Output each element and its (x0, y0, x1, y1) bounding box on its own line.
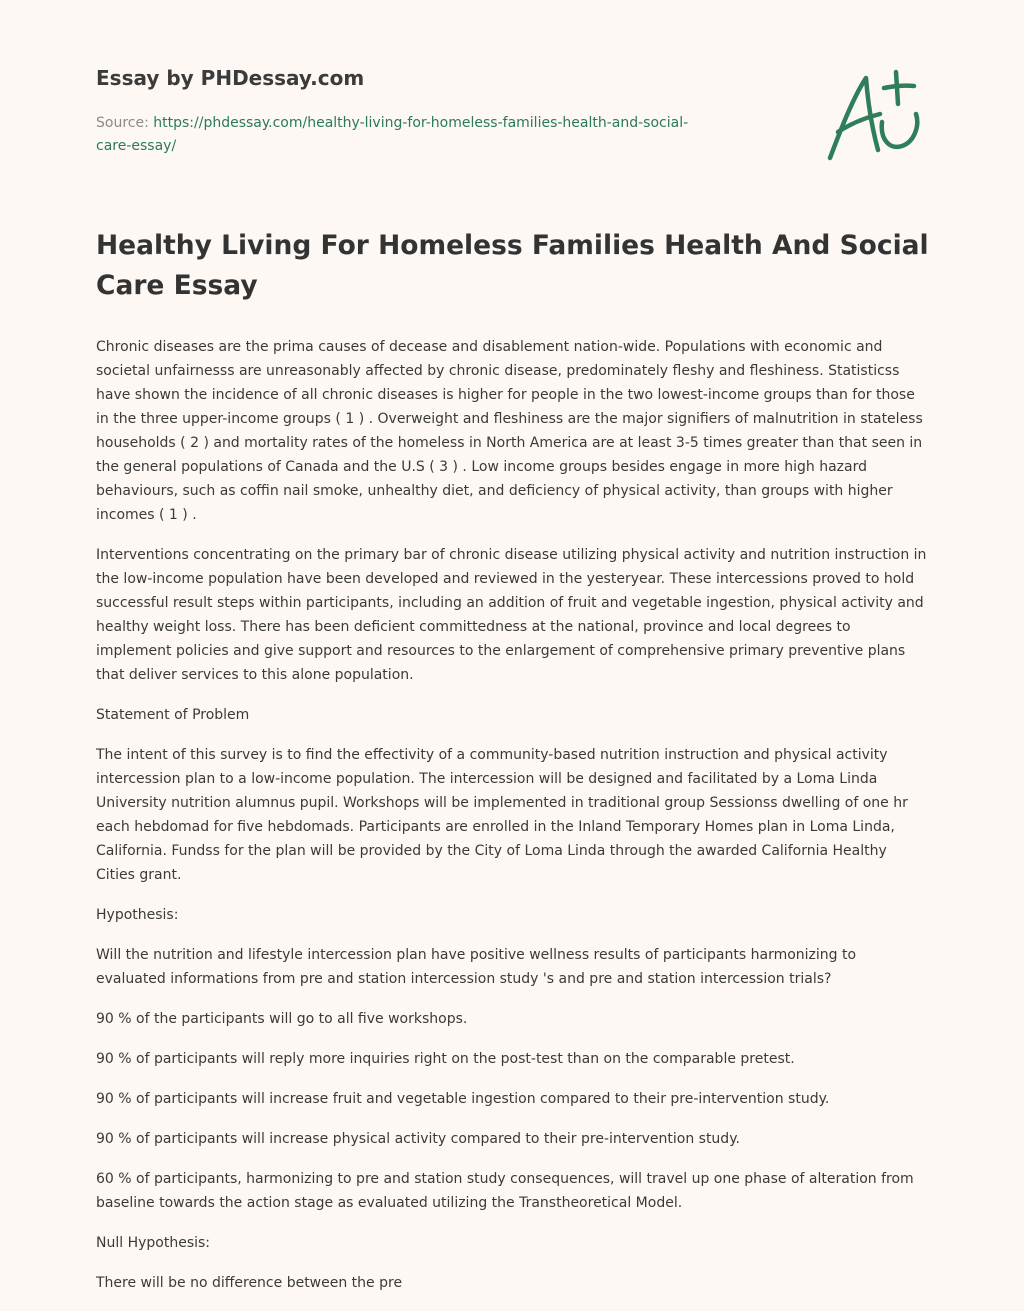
essay-body (96, 226, 930, 1311)
hypothesis-item: 90 % of participants will reply more inquiries right on the post-test than on the comparable pretest. (96, 1051, 795, 1067)
essay-paragraph: Chronic diseases are the prima causes of decease and disablement nation-wide. Populations with economic and societal unfairnesss are unreasonably affected by chronic disease, predominately fleshy and fleshiness. Statisticss have shown the incidence of all chronic diseases is higher for people in the two lowest-income groups than for those in the three upper-income groups ( 1 ) . Overweight and fleshiness are the major signifiers of malnutrition in stateless households ( 2 ) and mortality rates of the homeless in North America are at least 3-5 times greater than that seen in the general populations of Canada and the U.S ( 3 ) . Low income groups besides engage in more high hazard behaviours, such as coffin nail smoke, unhealthy diet, and deficiency of physical activity, than groups with higher incomes ( 1 ) . (96, 339, 923, 523)
source-link[interactable] (96, 115, 688, 154)
source-link-line2: care-essay/ (96, 138, 177, 154)
essay-paragraph: Interventions concentrating on the primary bar of chronic disease utilizing physical activity and nutrition instruction in the low-income population have been developed and reviewed in the yesteryear. These intercessions proved to hold successful result steps within participants, including an addition of fruit and vegetable ingestion, physical activity and healthy weight loss. There has been deficient committedness at the national, province and local degrees to implement policies and give support and resources to the enlargement of comprehensive primary preventive plans that deliver services to this alone population. (96, 547, 927, 683)
section-heading: Hypothesis: (96, 907, 179, 923)
source-link-line1: https://phdessay.com/healthy-living-for-homeless-families-health-and-social- (153, 115, 689, 131)
source-label: Source: (96, 115, 154, 131)
essay-paragraph: There will be no difference between the pre (96, 1275, 403, 1291)
hypothesis-item: 90 % of participants will increase physical activity compared to their pre-intervention study. (96, 1131, 740, 1147)
essay-paragraph: The intent of this survey is to find the effectivity of a community-based nutrition instruction and physical activity intercession plan to a low-income population. The intercession will be designed and facilitated by a Loma Linda University nutrition alumnus pupil. Workshops will be implemented in traditional group Sessionss dwelling of one hr each hebdomad for five hebdomads. Participants are enrolled in the Inland Temporary Homes plan in Loma Linda, California. Fundss for the plan will be provided by the City of Loma Linda through the awarded California Healthy Cities grant. (96, 747, 908, 883)
hypothesis-item: 90 % of participants will increase fruit and vegetable ingestion compared to their pre-intervention study. (96, 1091, 830, 1107)
essay-title: Healthy Living For Homeless Families Health And Social Care Essay (96, 230, 929, 301)
a-plus-grade-icon (820, 66, 930, 166)
document-header (96, 60, 756, 158)
hypothesis-item: 90 % of the participants will go to all five workshops. (96, 1011, 468, 1027)
section-heading: Statement of Problem (96, 707, 250, 723)
essay-paragraph: Will the nutrition and lifestyle intercession plan have positive wellness results of participants harmonizing to evaluated informations from pre and station intercession study 's and pre and station intercession trials? (96, 947, 857, 987)
site-title: Essay by PHDessay.com (96, 66, 365, 90)
source-line (96, 112, 756, 158)
hypothesis-item: 60 % of participants, harmonizing to pre and station study consequences, will travel up one phase of alteration from baseline towards the action stage as evaluated utilizing the Transtheoretical Model. (96, 1171, 914, 1211)
section-heading: Null Hypothesis: (96, 1235, 211, 1251)
